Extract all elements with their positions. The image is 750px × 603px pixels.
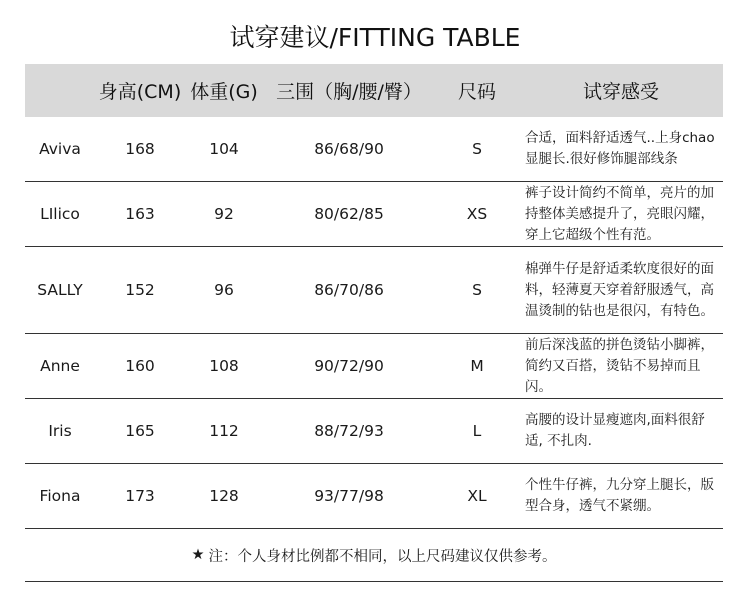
cell-size: L (472, 422, 482, 440)
header-height: 身高(CM) (98, 81, 182, 103)
table-row (25, 247, 723, 334)
cell-size: XL (467, 487, 487, 505)
cell-feedback: 棉弹牛仔是舒适柔软度很好的面料，轻薄夏天穿着舒服透气，高温烫制的钻也是很闪，有特色。 (525, 260, 714, 319)
table-header (25, 64, 723, 117)
cell-name: SALLY (37, 281, 83, 299)
cell-height: 165 (125, 422, 155, 440)
table-row (25, 399, 723, 464)
cell-feedback: 前后深浅蓝的拼色烫钻小脚裤，简约又百搭，烫钻不易掉而且闪。 (525, 336, 714, 395)
table-row (25, 334, 723, 399)
cell-weight: 96 (214, 281, 234, 299)
header-measurements: 三围（胸/腰/臀） (276, 81, 422, 103)
header-size: 尺码 (457, 81, 496, 103)
cell-measurements: 88/72/93 (314, 422, 384, 440)
star-icon: ★ (191, 547, 205, 563)
cell-name: Aviva (39, 140, 81, 158)
cell-feedback: 高腰的设计显瘦遮肉,面料很舒适, 不扎肉. (525, 412, 705, 449)
cell-weight: 108 (209, 357, 239, 375)
table-row (25, 117, 723, 182)
cell-measurements: 80/62/85 (314, 205, 384, 223)
cell-measurements: 86/68/90 (314, 140, 384, 158)
cell-feedback: 裤子设计简约不简单，亮片的加持整体美感提升了，亮眼闪耀，穿上它超级个性有范。 (525, 184, 714, 243)
cell-weight: 92 (214, 205, 234, 223)
cell-height: 173 (125, 487, 155, 505)
cell-size: M (470, 357, 484, 375)
cell-feedback: 合适，面料舒适透气..上身chao显腿长.很好修饰腿部线条 (525, 130, 715, 167)
cell-name: Fiona (39, 487, 81, 505)
cell-size: XS (466, 205, 488, 223)
cell-measurements: 93/77/98 (314, 487, 384, 505)
fitting-table (25, 64, 723, 582)
cell-name: Anne (40, 357, 80, 375)
cell-height: 163 (125, 205, 155, 223)
cell-measurements: 86/70/86 (314, 281, 384, 299)
cell-measurements: 90/72/90 (314, 357, 384, 375)
cell-weight: 112 (209, 422, 239, 440)
cell-feedback: 个性牛仔裤，九分穿上腿长，版型合身，透气不紧绷。 (525, 477, 714, 514)
cell-name: Iris (48, 422, 72, 440)
cell-height: 160 (125, 357, 155, 375)
table-row (25, 182, 723, 247)
cell-weight: 104 (209, 140, 239, 158)
cell-name: LIlico (40, 205, 80, 223)
footnote (25, 529, 723, 582)
cell-height: 168 (125, 140, 155, 158)
table-row (25, 464, 723, 529)
cell-size: S (472, 140, 482, 158)
header-feedback: 试穿感受 (582, 81, 659, 103)
cell-weight: 128 (209, 487, 239, 505)
cell-height: 152 (125, 281, 155, 299)
header-weight: 体重(G) (190, 81, 258, 103)
footnote-text: 注：个人身材比例都不相同，以上尺码建议仅供参考。 (208, 548, 557, 565)
cell-size: S (472, 281, 482, 299)
page-title: 试穿建议/FITTING TABLE (229, 23, 521, 52)
